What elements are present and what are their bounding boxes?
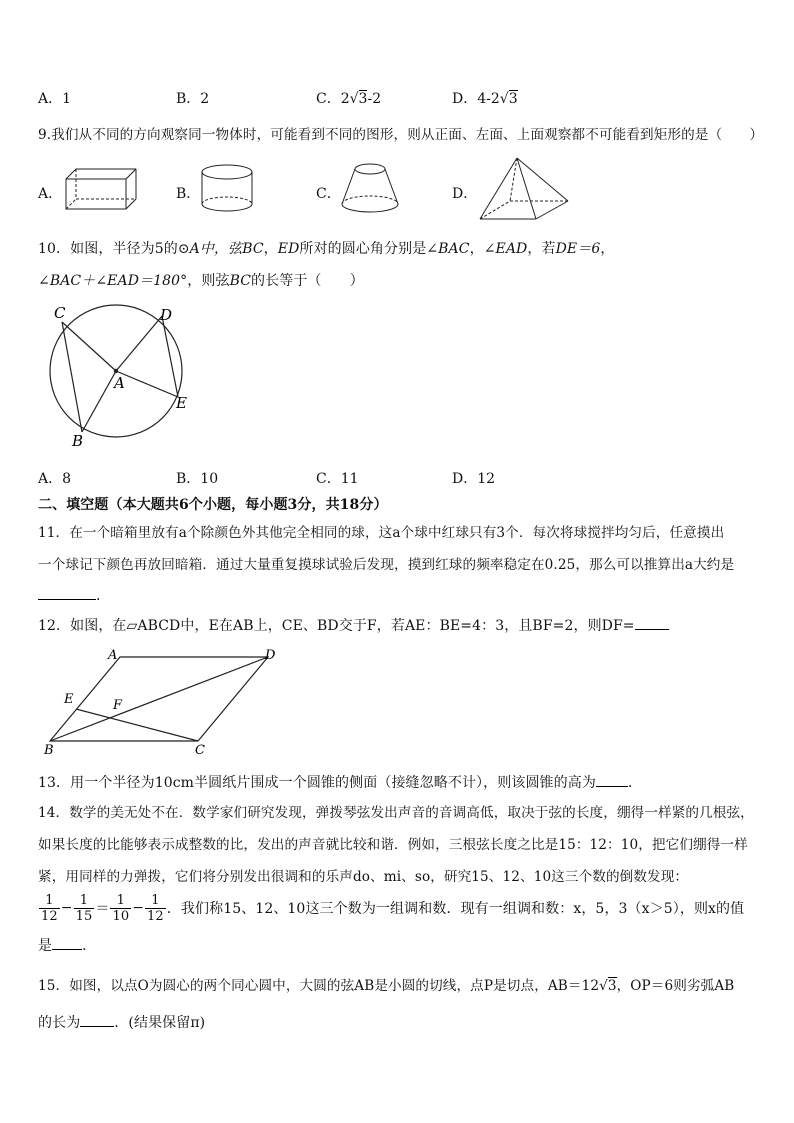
q10-option-a: A．8 (38, 471, 72, 487)
q10-line2: ∠BAC＋∠EAD＝180°，则弦BC的长等于（ ） (38, 273, 364, 289)
q14-line2: 如果长度的比能够表示成整数的比，发出的声音就比较和谐．例如，三根弦长度之比是15：12：10，把它们绷得一样 (38, 837, 748, 853)
label-d: D (265, 648, 276, 663)
q9-stem: 9.我们从不同的方向观察同一物体时，可能看到不同的图形，则从正面、左面、上面观察都不可能看到矩形的是（ ） (38, 127, 764, 143)
sqrt-sign: √ (349, 91, 359, 107)
chord-de (162, 316, 178, 397)
label-f: F (113, 698, 123, 713)
sqrt-sign: √ (599, 978, 608, 994)
fraction: $\frac{1}{12}$ (41, 892, 58, 924)
q14-line3: 紧，用同样的力弹拨，它们将分别发出很调和的乐声do、mi、so，研究15、12、10这三个数的倒数发现： (38, 869, 689, 885)
frustum-figure (334, 158, 406, 220)
q9-option-c: C． (316, 186, 341, 202)
q11-line2: 一个球记下颜色再放回暗箱．通过大量重复摸球试验后发现，摸到红球的频率稳定在0.25，那么可以推算出a大约是 (38, 557, 735, 573)
segment-ce (76, 709, 198, 741)
label-b: B (44, 743, 54, 757)
label-e: E (64, 692, 74, 707)
label-b: B (72, 432, 84, 450)
segment-ad (116, 316, 162, 371)
q12-parallelogram-figure (40, 645, 280, 757)
label-c: C (54, 304, 66, 322)
q14-line4: $\frac{1}{12}$ − $\frac{1}{15}$ ＝ $\frac{1}{10}$ − $\frac{1}{12}$ ．我们称15、12、10这三个数为一组调和数．现有一组调和数：x，5，3（x＞5），则x的值 (41, 892, 745, 924)
center-point (114, 369, 118, 373)
cuboid-figure (62, 165, 142, 215)
section-heading: 二、填空题（本大题共6个小题，每小题3分，共18分） (38, 497, 388, 513)
fraction: $\frac{1}{15}$ (75, 892, 93, 924)
label-a: A (108, 648, 118, 663)
q9-option-b: B． (176, 186, 201, 202)
q8-option-c: C．2√3-2 (316, 91, 382, 107)
q11-line3: . (38, 585, 101, 604)
label-c: C (195, 743, 205, 757)
q9-option-d: D． (452, 186, 478, 202)
q12-line: 12．如图，在▱ABCD中，E在AB上，CE、BD交于F，若AE：BE=4：3，且BF=2，则DF= (38, 615, 669, 635)
q8-option-a: A．1 (38, 91, 72, 107)
answer-blank[interactable] (635, 615, 669, 630)
answer-blank[interactable] (52, 935, 82, 950)
diagonal-bd (50, 657, 268, 741)
q10-circle-figure (40, 302, 210, 452)
answer-blank[interactable] (80, 1012, 114, 1027)
chord-cb (62, 322, 82, 432)
q8-option-d: D．4-2√3 (452, 91, 518, 107)
segment-ae (116, 371, 178, 397)
label-a: A (114, 374, 125, 392)
q9-option-a: A． (38, 186, 63, 202)
answer-blank[interactable] (596, 772, 628, 787)
fraction: $\frac{1}{10}$ (112, 892, 130, 924)
label-e: E (176, 394, 187, 412)
cylinder-figure (196, 160, 262, 218)
answer-blank[interactable] (38, 585, 96, 600)
q10-option-d: D．12 (452, 471, 496, 487)
pyramid-figure (474, 153, 574, 225)
sqrt-sign: √ (499, 91, 509, 107)
q8-option-b: B．2 (176, 91, 210, 107)
segment-ba (82, 371, 116, 432)
label-d: D (160, 306, 173, 324)
q10-option-b: B．10 (176, 471, 219, 487)
q13-line: 13．用一个半径为10cm半圆纸片围成一个圆锥的侧面（接缝忽略不计），则该圆锥的高为 ． (38, 772, 642, 792)
q10-option-c: C．11 (316, 471, 359, 487)
q14-line5: 是 ． (38, 935, 96, 955)
fraction: $\frac{1}{12}$ (147, 892, 164, 924)
q15-line1: 15．如图，以点O为圆心的两个同心圆中，大圆的弦AB是小圆的切线，点P是切点，AB＝12√3，OP＝6则劣弧AB (38, 978, 735, 994)
q10-line1: 10．如图，半径为5的⊙A中，弦BC，ED所对的圆心角分别是∠BAC，∠EAD，若DE＝6， (38, 241, 615, 257)
q14-line1: 14．数学的美无处不在．数学家们研究发现，弹拨琴弦发出声音的音调高低，取决于弦的长度，绷得一样紧的几根弦， (38, 805, 754, 821)
q15-line2: 的长为 ．(结果保留π) (38, 1012, 205, 1032)
q11-line1: 11．在一个暗箱里放有a个除颜色外其他完全相同的球，这a个球中红球只有3个．每次将球搅拌均匀后，任意摸出 (38, 525, 725, 541)
